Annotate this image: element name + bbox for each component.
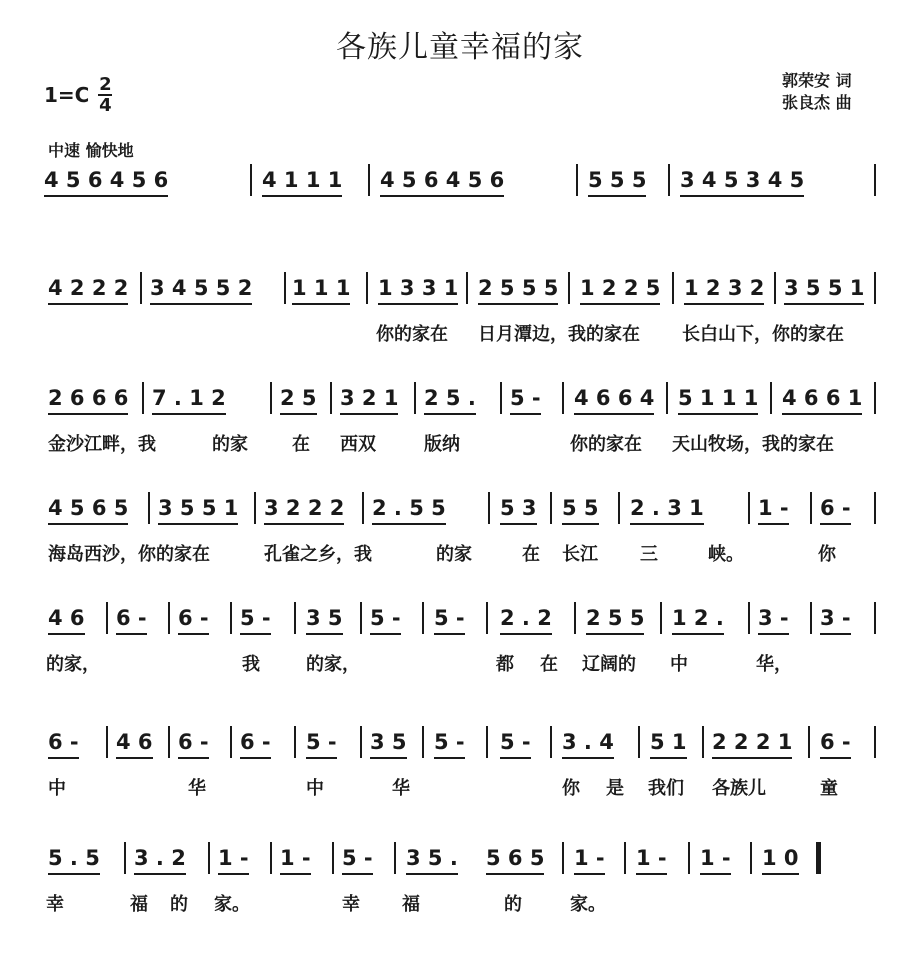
bar-line bbox=[810, 602, 812, 634]
bar-line bbox=[124, 842, 126, 874]
lyric-text: 峡。 bbox=[708, 544, 744, 565]
beam-line bbox=[150, 303, 252, 305]
beam-line bbox=[48, 873, 100, 875]
composer-credit: 张良杰 曲 bbox=[782, 93, 852, 112]
bar-line bbox=[422, 602, 424, 634]
bar-line bbox=[618, 492, 620, 524]
measure-notes: 1 2 . bbox=[672, 606, 724, 630]
measure-notes: 3 - bbox=[820, 606, 851, 630]
beam-line bbox=[424, 413, 476, 415]
bar-line bbox=[270, 842, 272, 874]
bar-line bbox=[368, 164, 370, 196]
measure-notes: 1 - bbox=[574, 846, 605, 870]
bar-line bbox=[466, 272, 468, 304]
lyric-text: 华， bbox=[756, 654, 792, 675]
beam-line bbox=[684, 303, 764, 305]
lyric-text: 你 bbox=[562, 778, 580, 799]
lyric-text: 中 bbox=[306, 778, 324, 799]
bar-line bbox=[810, 492, 812, 524]
beam-line bbox=[178, 757, 209, 759]
lyric-text: 在 bbox=[540, 654, 558, 675]
measure-notes: 1 2 3 2 bbox=[684, 276, 765, 300]
lyric-text: 是 bbox=[606, 778, 624, 799]
lyric-text: 幸 bbox=[342, 894, 360, 915]
measure-notes: 5 - bbox=[510, 386, 541, 410]
measure-notes: 5 6 5 bbox=[486, 846, 545, 870]
measure-notes: 5 5 bbox=[562, 496, 599, 520]
beam-line bbox=[478, 303, 558, 305]
bar-line bbox=[362, 492, 364, 524]
beam-line bbox=[562, 757, 614, 759]
measure-notes: 4 5 6 4 5 6 bbox=[44, 168, 169, 192]
measure-notes: 3 2 2 2 bbox=[264, 496, 345, 520]
measure-notes: 1 - bbox=[700, 846, 731, 870]
bar-line bbox=[550, 492, 552, 524]
bar-line bbox=[360, 726, 362, 758]
lyric-text: 福 bbox=[402, 894, 420, 915]
beam-line bbox=[782, 413, 862, 415]
measure-notes: 6 - bbox=[48, 730, 79, 754]
lyric-text: 你的家在 bbox=[376, 324, 448, 345]
score-line-7 bbox=[0, 846, 920, 956]
measure-notes: 1 - bbox=[280, 846, 311, 870]
bar-line bbox=[550, 726, 552, 758]
lyric-text: 家。 bbox=[570, 894, 606, 915]
beam-line bbox=[820, 757, 851, 759]
bar-line bbox=[748, 602, 750, 634]
lyric-text: 的家 bbox=[212, 434, 248, 455]
measure-notes: 3 4 5 5 2 bbox=[150, 276, 253, 300]
measure-notes: 3 5 . bbox=[406, 846, 458, 870]
beam-line bbox=[116, 757, 153, 759]
lyric-text: 的家， bbox=[306, 654, 360, 675]
bar-line bbox=[254, 492, 256, 524]
beam-line bbox=[240, 757, 271, 759]
beam-line bbox=[48, 633, 85, 635]
measure-notes: 4 6 6 1 bbox=[782, 386, 863, 410]
beam-line bbox=[510, 413, 541, 415]
measure-notes: 5 - bbox=[306, 730, 337, 754]
beam-line bbox=[820, 523, 851, 525]
beam-line bbox=[586, 633, 644, 635]
beam-line bbox=[762, 873, 799, 875]
score-line-6 bbox=[0, 730, 920, 840]
beam-line bbox=[672, 633, 724, 635]
measure-notes: 2 . 2 bbox=[500, 606, 552, 630]
beam-line bbox=[562, 523, 599, 525]
beam-line bbox=[292, 303, 350, 305]
beam-line bbox=[280, 873, 311, 875]
measure-notes: 3 5 bbox=[306, 606, 343, 630]
beam-line bbox=[758, 523, 789, 525]
measure-notes: 5 3 bbox=[500, 496, 537, 520]
measure-notes: 4 6 6 4 bbox=[574, 386, 655, 410]
lyric-text: 西双 bbox=[340, 434, 376, 455]
bar-line bbox=[250, 164, 252, 196]
song-title: 各族儿童幸福的家 bbox=[336, 30, 584, 65]
measure-notes: 3 5 bbox=[370, 730, 407, 754]
beam-line bbox=[48, 303, 128, 305]
measure-notes: 4 6 bbox=[116, 730, 153, 754]
measure-notes: 2 . 3 1 bbox=[630, 496, 704, 520]
measure-notes: 2 6 6 6 bbox=[48, 386, 129, 410]
lyric-text: 天山牧场，我的家在 bbox=[672, 434, 834, 455]
lyric-text: 孔雀之乡，我 bbox=[264, 544, 372, 565]
measure-notes: 1 - bbox=[218, 846, 249, 870]
measure-notes: 6 - bbox=[240, 730, 271, 754]
score-line-1 bbox=[0, 168, 920, 278]
score-line-5 bbox=[0, 606, 920, 716]
beam-line bbox=[370, 633, 401, 635]
lyric-text: 的 bbox=[170, 894, 188, 915]
beam-line bbox=[500, 523, 537, 525]
time-bottom: 4 bbox=[99, 95, 112, 116]
beam-line bbox=[820, 633, 851, 635]
measure-notes: 2 2 2 1 bbox=[712, 730, 793, 754]
measure-notes: 4 5 6 4 5 6 bbox=[380, 168, 505, 192]
lyric-text: 长白山下，你的家在 bbox=[682, 324, 844, 345]
measure-notes: 1 - bbox=[758, 496, 789, 520]
bar-line bbox=[568, 272, 570, 304]
bar-line bbox=[874, 492, 876, 524]
measure-notes: 2 5 . bbox=[424, 386, 476, 410]
lyric-text: 海岛西沙，你的家在 bbox=[48, 544, 210, 565]
key-label: 1=C bbox=[44, 83, 90, 107]
lyric-text: 长江 bbox=[562, 544, 598, 565]
lyric-text: 你 bbox=[818, 544, 836, 565]
beam-line bbox=[580, 303, 660, 305]
measure-notes: 3 . 2 bbox=[134, 846, 186, 870]
measure-notes: 5 - bbox=[240, 606, 271, 630]
beam-line bbox=[712, 757, 792, 759]
lyrics-line bbox=[0, 320, 920, 346]
bar-line bbox=[562, 842, 564, 874]
beam-line bbox=[342, 873, 373, 875]
measure-notes: 5 - bbox=[500, 730, 531, 754]
lyric-text: 中 bbox=[48, 778, 66, 799]
score-line-4 bbox=[0, 496, 920, 606]
bar-line bbox=[230, 602, 232, 634]
bar-line bbox=[422, 726, 424, 758]
lyric-text: 三 bbox=[640, 544, 658, 565]
beam-line bbox=[378, 303, 458, 305]
beam-line bbox=[48, 523, 128, 525]
beam-line bbox=[178, 633, 209, 635]
bar-line bbox=[330, 382, 332, 414]
bar-line bbox=[394, 842, 396, 874]
measure-notes: 2 . 5 5 bbox=[372, 496, 446, 520]
bar-line bbox=[294, 726, 296, 758]
bar-line bbox=[668, 164, 670, 196]
bar-line bbox=[574, 602, 576, 634]
lyric-text: 的 bbox=[504, 894, 522, 915]
lyrics-line bbox=[0, 774, 920, 800]
lyrics-line bbox=[0, 430, 920, 456]
measure-notes: 6 - bbox=[178, 606, 209, 630]
bar-line bbox=[816, 842, 821, 874]
bar-line bbox=[874, 164, 876, 196]
bar-line bbox=[702, 726, 704, 758]
beam-line bbox=[48, 757, 79, 759]
bar-line bbox=[230, 726, 232, 758]
bar-line bbox=[332, 842, 334, 874]
beam-line bbox=[678, 413, 758, 415]
bar-line bbox=[874, 382, 876, 414]
beam-line bbox=[306, 757, 337, 759]
bar-line bbox=[486, 726, 488, 758]
measure-notes: 5 1 bbox=[650, 730, 687, 754]
bar-line bbox=[638, 726, 640, 758]
beam-line bbox=[240, 633, 271, 635]
measure-notes: 5 . 5 bbox=[48, 846, 100, 870]
beam-line bbox=[758, 633, 789, 635]
measure-notes: 5 - bbox=[370, 606, 401, 630]
bar-line bbox=[284, 272, 286, 304]
bar-line bbox=[748, 492, 750, 524]
beam-line bbox=[372, 523, 446, 525]
measure-notes: 1 - bbox=[636, 846, 667, 870]
measure-notes: 5 - bbox=[434, 606, 465, 630]
bar-line bbox=[106, 602, 108, 634]
beam-line bbox=[680, 195, 804, 197]
measure-notes: 5 - bbox=[342, 846, 373, 870]
beam-line bbox=[588, 195, 646, 197]
beam-line bbox=[380, 195, 504, 197]
bar-line bbox=[808, 726, 810, 758]
beam-line bbox=[434, 633, 465, 635]
bar-line bbox=[874, 726, 876, 758]
measure-notes: 3 2 1 bbox=[340, 386, 399, 410]
beam-line bbox=[116, 633, 147, 635]
measure-notes: 4 2 2 2 bbox=[48, 276, 129, 300]
bar-line bbox=[500, 382, 502, 414]
lyric-text: 都 bbox=[496, 654, 514, 675]
measure-notes: 2 5 5 bbox=[586, 606, 645, 630]
key-signature bbox=[44, 76, 112, 114]
lyric-text: 你的家在 bbox=[570, 434, 642, 455]
beam-line bbox=[280, 413, 317, 415]
measure-notes: 1 0 bbox=[762, 846, 799, 870]
lyric-text: 在 bbox=[522, 544, 540, 565]
beam-line bbox=[700, 873, 731, 875]
bar-line bbox=[576, 164, 578, 196]
lyricist-credit: 郭荣安 词 bbox=[782, 71, 852, 90]
bar-line bbox=[142, 382, 144, 414]
measure-notes: 5 - bbox=[434, 730, 465, 754]
bar-line bbox=[168, 726, 170, 758]
measure-notes: 6 - bbox=[116, 606, 147, 630]
beam-line bbox=[218, 873, 249, 875]
lyric-text: 辽阔的 bbox=[582, 654, 636, 675]
bar-line bbox=[106, 726, 108, 758]
lyric-text: 日月潭边，我的家在 bbox=[478, 324, 640, 345]
bar-line bbox=[562, 382, 564, 414]
lyric-text: 家。 bbox=[214, 894, 250, 915]
measure-notes: 5 1 1 1 bbox=[678, 386, 759, 410]
beam-line bbox=[44, 195, 168, 197]
measure-notes: 1 1 1 bbox=[292, 276, 351, 300]
measure-notes: 6 - bbox=[178, 730, 209, 754]
bar-line bbox=[688, 842, 690, 874]
bar-line bbox=[148, 492, 150, 524]
measure-notes: 6 - bbox=[820, 730, 851, 754]
bar-line bbox=[366, 272, 368, 304]
measure-notes: 3 4 5 3 4 5 bbox=[680, 168, 805, 192]
measure-notes: 4 6 bbox=[48, 606, 85, 630]
bar-line bbox=[660, 602, 662, 634]
measure-notes: 4 1 1 1 bbox=[262, 168, 343, 192]
lyric-text: 在 bbox=[292, 434, 310, 455]
measure-notes: 2 5 bbox=[280, 386, 317, 410]
bar-line bbox=[750, 842, 752, 874]
beam-line bbox=[262, 195, 342, 197]
lyric-text: 金沙江畔，我 bbox=[48, 434, 156, 455]
measure-notes: 3 . 4 bbox=[562, 730, 614, 754]
time-top: 2 bbox=[99, 74, 112, 95]
beam-line bbox=[48, 413, 128, 415]
time-signature bbox=[98, 76, 112, 114]
bar-line bbox=[770, 382, 772, 414]
beam-line bbox=[650, 757, 687, 759]
beam-line bbox=[500, 757, 531, 759]
beam-line bbox=[574, 413, 654, 415]
bar-line bbox=[140, 272, 142, 304]
lyric-text: 我们 bbox=[648, 778, 684, 799]
beam-line bbox=[500, 633, 552, 635]
lyric-text: 童 bbox=[820, 778, 838, 799]
bar-line bbox=[168, 602, 170, 634]
lyric-text: 华 bbox=[188, 778, 206, 799]
bar-line bbox=[874, 272, 876, 304]
beam-line bbox=[630, 523, 704, 525]
measure-notes: 5 5 5 bbox=[588, 168, 647, 192]
bar-line bbox=[624, 842, 626, 874]
measure-notes: 4 5 6 5 bbox=[48, 496, 129, 520]
bar-line bbox=[666, 382, 668, 414]
credits bbox=[782, 70, 852, 114]
bar-line bbox=[488, 492, 490, 524]
measure-notes: 2 5 5 5 bbox=[478, 276, 559, 300]
lyric-text: 版纳 bbox=[424, 434, 460, 455]
score-line-3 bbox=[0, 386, 920, 496]
beam-line bbox=[486, 873, 544, 875]
bar-line bbox=[414, 382, 416, 414]
measure-notes: 1 3 3 1 bbox=[378, 276, 459, 300]
beam-line bbox=[370, 757, 407, 759]
beam-line bbox=[134, 873, 186, 875]
beam-line bbox=[784, 303, 864, 305]
score-line-2 bbox=[0, 276, 920, 386]
bar-line bbox=[208, 842, 210, 874]
beam-line bbox=[434, 757, 465, 759]
lyric-text: 中 bbox=[670, 654, 688, 675]
measure-notes: 3 5 5 1 bbox=[784, 276, 865, 300]
lyric-text: 福 bbox=[130, 894, 148, 915]
measure-notes: 3 - bbox=[758, 606, 789, 630]
tempo-marking: 中速 愉快地 bbox=[48, 141, 134, 160]
bar-line bbox=[360, 602, 362, 634]
measure-notes: 3 5 5 1 bbox=[158, 496, 239, 520]
beam-line bbox=[340, 413, 398, 415]
lyrics-line bbox=[0, 540, 920, 566]
beam-line bbox=[636, 873, 667, 875]
measure-notes: 7 . 1 2 bbox=[152, 386, 226, 410]
lyric-text: 各族儿 bbox=[712, 778, 766, 799]
bar-line bbox=[270, 382, 272, 414]
measure-notes: 6 - bbox=[820, 496, 851, 520]
measure-notes: 1 2 2 5 bbox=[580, 276, 661, 300]
bar-line bbox=[486, 602, 488, 634]
beam-line bbox=[574, 873, 605, 875]
beam-line bbox=[264, 523, 344, 525]
bar-line bbox=[294, 602, 296, 634]
beam-line bbox=[152, 413, 226, 415]
lyrics-line bbox=[0, 890, 920, 916]
bar-line bbox=[874, 602, 876, 634]
bar-line bbox=[774, 272, 776, 304]
lyric-text: 幸 bbox=[46, 894, 64, 915]
lyric-text: 的家， bbox=[46, 654, 100, 675]
beam-line bbox=[306, 633, 343, 635]
beam-line bbox=[406, 873, 458, 875]
lyric-text: 我 bbox=[242, 654, 260, 675]
lyric-text: 的家 bbox=[436, 544, 472, 565]
lyrics-line bbox=[0, 650, 920, 676]
bar-line bbox=[672, 272, 674, 304]
lyric-text: 华 bbox=[392, 778, 410, 799]
beam-line bbox=[158, 523, 238, 525]
